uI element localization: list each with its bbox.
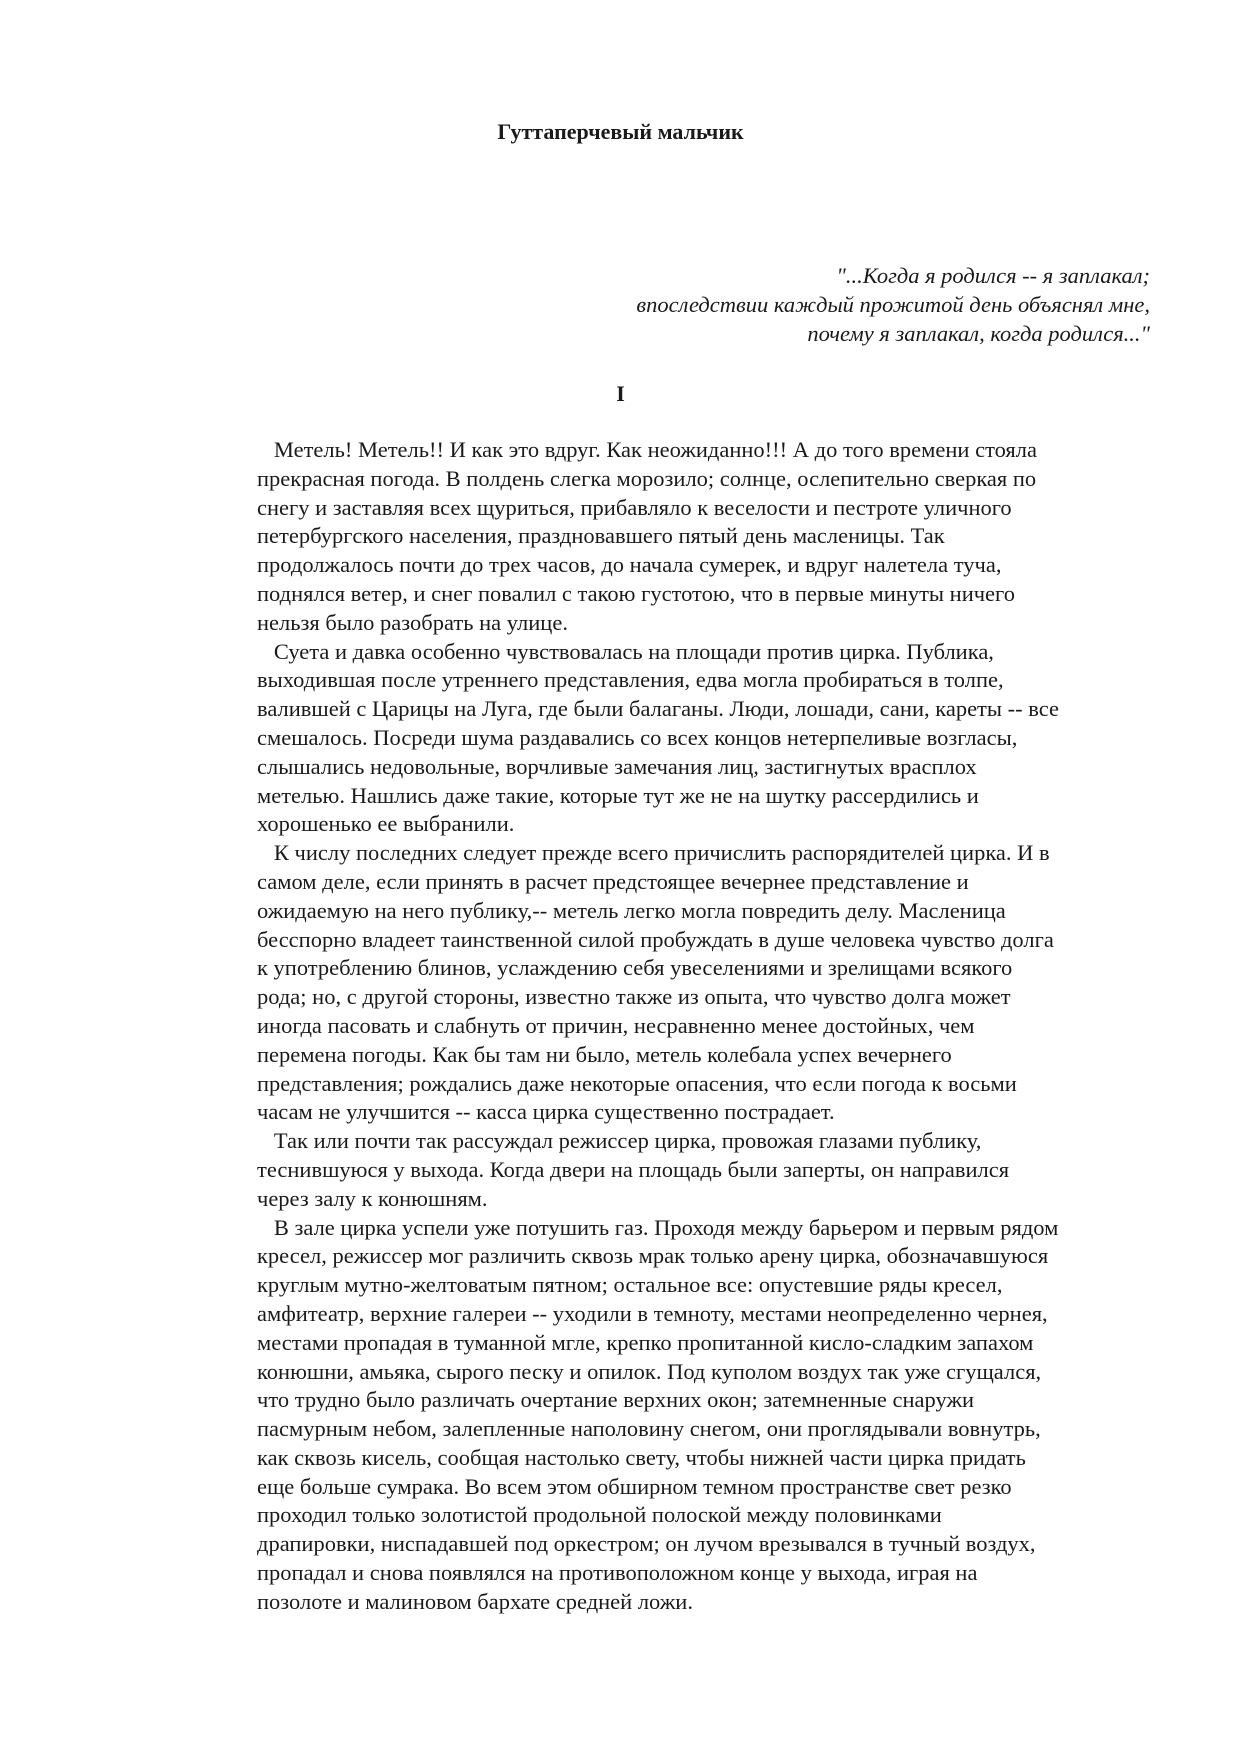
text-line: самом деле, если принять в расчет предстоящее вечернее представление и xyxy=(257,868,969,894)
text-line: через залу к конюшням. xyxy=(257,1185,488,1211)
text-line: перемена погоды. Как бы там ни было, метель колебала успех вечернего xyxy=(257,1041,952,1067)
text-line: теснившуюся у выхода. Когда двери на площадь были заперты, он направился xyxy=(257,1156,1010,1182)
text-line: проходил только золотистой продольной полоской между половинками xyxy=(257,1502,942,1528)
text-line: амфитеатр, верхние галереи -- уходили в темноту, местами неопределенно чернея, xyxy=(257,1300,1048,1326)
text-line: Так или почти так рассуждал режиссер цирка, провожая глазами публику, xyxy=(257,1128,982,1154)
text-line: рода; но, с другой стороны, известно также из опыта, что чувство долга может xyxy=(257,984,1011,1010)
text-line: слышались недовольные, ворчливые замечания лиц, застигнутых врасплох xyxy=(257,753,977,779)
epigraph-line: "...Когда я родился -- я заплакал; xyxy=(836,263,1150,288)
text-line: часам не улучшится -- касса цирка существенно пострадает. xyxy=(257,1099,835,1125)
text-line: продолжалось почти до трех часов, до начала сумерек, и вдруг налетела туча, xyxy=(257,552,1002,578)
text-line: Метель! Метель!! И как это вдруг. Как неожиданно!!! А до того времени стояла xyxy=(257,437,1037,462)
text-line: нельзя было разобрать на улице. xyxy=(257,609,568,635)
text-line: что трудно было различать очертание верхних окон; затемненные снаружи xyxy=(257,1387,975,1413)
text-line: еще больше сумрака. Во всем этом обширном темном пространстве свет резко xyxy=(257,1473,1012,1499)
text-line: снегу и заставляя всех щуриться, прибавляло к веселости и пестроте уличного xyxy=(257,494,1012,520)
chapter-heading: I xyxy=(616,381,625,406)
epigraph xyxy=(500,261,1150,348)
text-line: выходившая после утреннего представления, едва могла пробираться в толпе, xyxy=(257,667,1004,693)
text-line: пасмурным небом, залепленные наполовину снегом, они проглядывали вовнутрь, xyxy=(257,1416,1041,1442)
text-line: к употреблению блинов, услаждению себя увеселениями и зрелищами всякого xyxy=(257,955,1013,981)
text-line: В зале цирка успели уже потушить газ. Проходя между барьером и первым рядом xyxy=(257,1214,1059,1240)
text-line: как сквозь кисель, сообщая настолько свету, чтобы нижней части цирка придать xyxy=(257,1444,1026,1470)
text-line: местами пропадая в туманной мгле, крепко пропитанной кисло-сладким запахом xyxy=(257,1329,1034,1355)
text-line: Суета и давка особенно чувствовалась на площади против цирка. Публика, xyxy=(257,638,994,664)
text-line: драпировки, ниспадавшей под оркестром; он лучом врезывался в тучный воздух, xyxy=(257,1531,1036,1557)
text-line: пропадал и снова появлялся на противоположном конце у выхода, играя на xyxy=(257,1560,978,1586)
document-title: Гуттаперчевый мальчик xyxy=(497,119,744,144)
text-line: хорошенько ее выбранили. xyxy=(257,811,515,837)
text-line: представления; рождались даже некоторые опасения, что если погода к восьми xyxy=(257,1070,1017,1096)
text-line: прекрасная погода. В полдень слегка морозило; солнце, ослепительно сверкая по xyxy=(257,465,1037,491)
text-line: поднялся ветер, и снег повалил с такою густотою, что в первые минуты ничего xyxy=(257,580,1015,606)
text-line: кресел, режиссер мог различить сквозь мрак только арену цирка, обозначавшуюся xyxy=(257,1243,1049,1269)
body-text xyxy=(257,436,1157,1617)
text-line: валившей с Царицы на Луга, где были балаганы. Люди, лошади, сани, кареты -- все xyxy=(257,696,1059,722)
text-line: иногда пасовать и слабнуть от причин, несравненно менее достойных, чем xyxy=(257,1012,975,1038)
text-line: петербургского населения, праздновавшего пятый день масленицы. Так xyxy=(257,523,945,549)
text-line: конюшни, амьяка, сырого песку и опилок. Под куполом воздух так уже сгущался, xyxy=(257,1358,1042,1384)
text-line: круглым мутно-желтоватым пятном; остальное все: опустевшие ряды кресел, xyxy=(257,1272,1003,1298)
text-line: бесспорно владеет таинственной силой пробуждать в душе человека чувство долга xyxy=(257,926,1054,952)
epigraph-line: почему я заплакал, когда родился..." xyxy=(807,321,1150,346)
text-line: ожидаемую на него публику,-- метель легко могла повредить делу. Масленица xyxy=(257,897,1006,923)
text-line: смешалось. Посреди шума раздавались со всех концов нетерпеливые возгласы, xyxy=(257,724,1018,750)
text-line: метелью. Нашлись даже такие, которые тут же не на шутку рассердились и xyxy=(257,782,979,808)
text-line: К числу последних следует прежде всего причислить распорядителей цирка. И в xyxy=(257,840,1050,866)
epigraph-line: впоследствии каждый прожитой день объяснял мне, xyxy=(636,292,1150,317)
text-line: позолоте и малиновом бархате средней ложи. xyxy=(257,1588,693,1614)
